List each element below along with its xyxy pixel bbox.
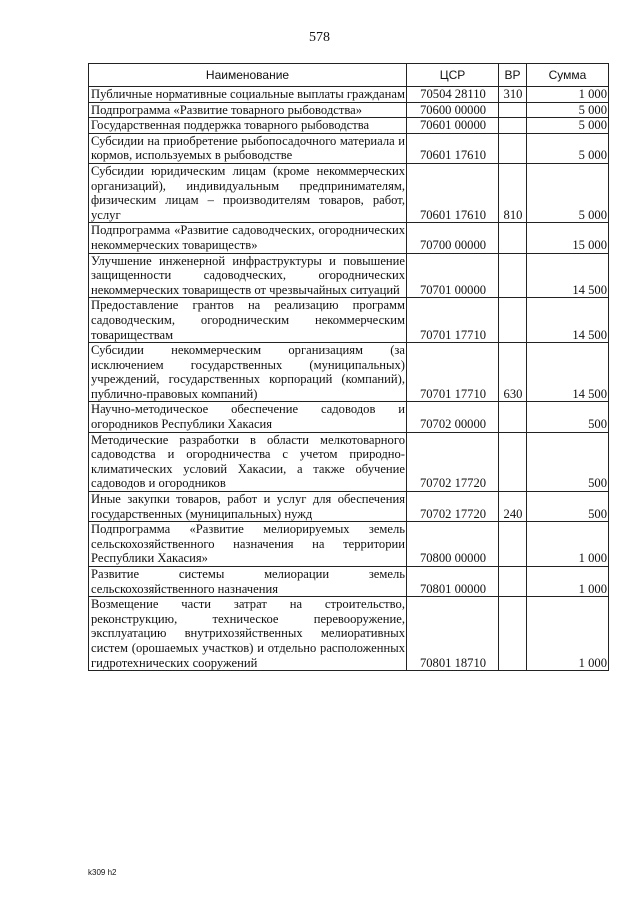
row-name: Развитие системы мелиорации земель сельскохозяйственного назначения [89, 567, 407, 597]
row-csr: 70702 17720 [407, 432, 499, 491]
row-name: Подпрограмма «Развитие садоводческих, огороднических некоммерческих товариществ» [89, 223, 407, 253]
table-row [89, 223, 609, 253]
row-name: Научно-методическое обеспечение садоводов и огородников Республики Хакасия [89, 402, 407, 432]
table-row [89, 87, 609, 103]
row-sum: 1 000 [527, 597, 609, 671]
row-sum: 500 [527, 402, 609, 432]
row-name: Субсидии некоммерческим организациям (за исключением государственных (муниципальных) учреждений, государственных корпораций (компаний), публично-правовых компаний) [89, 343, 407, 402]
row-csr: 70702 17720 [407, 492, 499, 522]
row-vr [499, 223, 527, 253]
row-vr [499, 597, 527, 671]
row-vr [499, 133, 527, 163]
table-row [89, 567, 609, 597]
table-row [89, 343, 609, 402]
table-row [89, 163, 609, 222]
row-name: Подпрограмма «Развитие мелиорируемых земель сельскохозяйственного назначения на территории Республики Хакасия» [89, 522, 407, 567]
row-csr: 70504 28110 [407, 87, 499, 103]
row-vr [499, 402, 527, 432]
row-sum: 5 000 [527, 163, 609, 222]
row-name: Подпрограмма «Развитие товарного рыбоводства» [89, 102, 407, 118]
row-vr [499, 118, 527, 134]
header-vr: ВР [499, 64, 527, 87]
row-vr: 810 [499, 163, 527, 222]
table-row [89, 102, 609, 118]
row-vr [499, 298, 527, 343]
row-csr: 70800 00000 [407, 522, 499, 567]
table-row [89, 522, 609, 567]
row-name: Государственная поддержка товарного рыбоводства [89, 118, 407, 134]
row-name: Улучшение инженерной инфраструктуры и повышение защищенности садоводческих, огороднических некоммерческих товариществ от чрезвычайных ситуаций [89, 253, 407, 298]
row-vr: 240 [499, 492, 527, 522]
row-name: Методические разработки в области мелкотоварного садоводства и огородничества с учетом природно-климатических условий Хакасии, а также обучение садоводов и огородников [89, 432, 407, 491]
row-csr: 70601 00000 [407, 118, 499, 134]
row-sum: 5 000 [527, 133, 609, 163]
row-vr [499, 522, 527, 567]
row-sum: 14 500 [527, 253, 609, 298]
table-header-row [89, 64, 609, 87]
row-vr [499, 567, 527, 597]
row-sum: 5 000 [527, 102, 609, 118]
header-sum: Сумма [527, 64, 609, 87]
row-sum: 500 [527, 492, 609, 522]
row-sum: 1 000 [527, 567, 609, 597]
header-csr: ЦСР [407, 64, 499, 87]
table-row [89, 133, 609, 163]
row-name: Субсидии на приобретение рыбопосадочного материала и кормов, используемых в рыбоводстве [89, 133, 407, 163]
row-sum: 1 000 [527, 522, 609, 567]
row-csr: 70701 17710 [407, 298, 499, 343]
row-sum: 500 [527, 432, 609, 491]
row-csr: 70701 00000 [407, 253, 499, 298]
row-name: Предоставление грантов на реализацию программ садоводческим, огородническим некоммерческим товариществам [89, 298, 407, 343]
header-name: Наименование [89, 64, 407, 87]
budget-table [88, 63, 609, 671]
row-sum: 15 000 [527, 223, 609, 253]
page-number: 578 [309, 30, 330, 45]
table-row [89, 432, 609, 491]
row-csr: 70600 00000 [407, 102, 499, 118]
row-csr: 70601 17610 [407, 163, 499, 222]
row-vr [499, 432, 527, 491]
row-csr: 70701 17710 [407, 343, 499, 402]
table-row [89, 118, 609, 134]
row-sum: 14 500 [527, 298, 609, 343]
row-vr [499, 253, 527, 298]
row-name: Субсидии юридическим лицам (кроме некоммерческих организаций), индивидуальным предпринимателям, физическим лицам – производителям товаров, работ, услуг [89, 163, 407, 222]
row-name: Иные закупки товаров, работ и услуг для обеспечения государственных (муниципальных) нужд [89, 492, 407, 522]
table-row [89, 253, 609, 298]
footer-code: k309 h2 [88, 868, 117, 877]
table-row [89, 402, 609, 432]
row-sum: 1 000 [527, 87, 609, 103]
table-row [89, 597, 609, 671]
row-sum: 5 000 [527, 118, 609, 134]
row-csr: 70601 17610 [407, 133, 499, 163]
row-vr: 630 [499, 343, 527, 402]
table-row [89, 492, 609, 522]
row-csr: 70700 00000 [407, 223, 499, 253]
row-name: Публичные нормативные социальные выплаты гражданам [89, 87, 407, 103]
row-csr: 70702 00000 [407, 402, 499, 432]
row-csr: 70801 00000 [407, 567, 499, 597]
row-csr: 70801 18710 [407, 597, 499, 671]
row-vr: 310 [499, 87, 527, 103]
row-sum: 14 500 [527, 343, 609, 402]
row-name: Возмещение части затрат на строительство, реконструкцию, техническое перевооружение, эксплуатацию внутрихозяйственных мелиоративных систем (орошаемых участков) и отдельно расположенных гидротехнических сооружений [89, 597, 407, 671]
table-row [89, 298, 609, 343]
row-vr [499, 102, 527, 118]
